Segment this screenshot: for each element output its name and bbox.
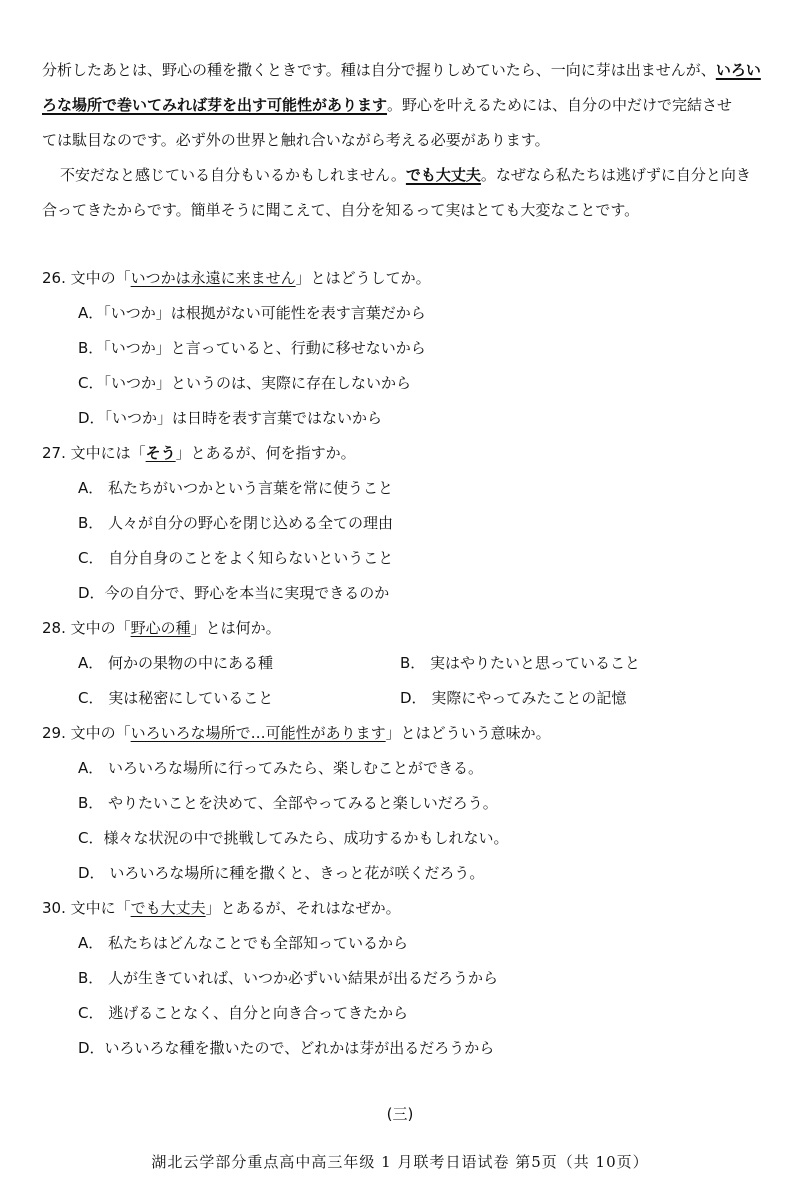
option-26-a: A．「いつか」は根拠がない可能性を表す言葉だから: [78, 304, 426, 322]
question-quote: そう: [145, 444, 176, 462]
option-29-a: A． いろいろな場所に行ってみたら、楽しむことができる。: [78, 759, 484, 777]
option-28-b: B． 実はやりたいと思っていること: [400, 654, 641, 672]
option-30-c: C． 逃げることなく、自分と向き合ってきたから: [78, 1004, 408, 1022]
passage-highlight: いろい: [715, 61, 761, 79]
question-26: 26. 文中の「いつかは永遠に来ません」とはどうしてか。: [42, 269, 431, 287]
passage-text: 分析したあとは、野心の種を撒くときです。種は自分で握りしめていたら、一向に芽は出ませんが、: [42, 61, 716, 79]
section-marker: (三): [386, 1105, 414, 1123]
question-quote: でも大丈夫: [130, 899, 206, 917]
passage-text: ては駄目なのです。必ず外の世界と触れ合いながら考える必要があります。: [42, 131, 550, 149]
passage-text: 。なぜなら私たちは逃げずに自分と向き: [480, 166, 751, 184]
option-28-d: D． 実際にやってみたことの記憶: [400, 689, 627, 707]
option-28-a: A． 何かの果物の中にある種: [78, 654, 274, 672]
option-30-b: B． 人が生きていれば、いつか必ずいい結果が出るだろうから: [78, 969, 499, 987]
passage-line-5: [42, 200, 767, 220]
passage-text: 。野心を叶えるためには、自分の中だけで完結させ: [387, 96, 733, 114]
option-26-d: D．「いつか」は日時を表す言葉ではないから: [78, 409, 383, 427]
passage-highlight: ろな場所で巻いてみれば芽を出す可能性があります: [42, 96, 388, 114]
question-30: 30. 文中に「でも大丈夫」とあるが、それはなぜか。: [42, 899, 401, 917]
page-footer: 湖北云学部分重点高中高三年级 1 月联考日语试卷 第5页（共 10页）: [151, 1153, 649, 1171]
option-28-c: C． 実は秘密にしていること: [78, 689, 274, 707]
passage-line-2: [42, 95, 767, 115]
passage-line-4: [60, 165, 785, 185]
option-30-d: D．いろいろな種を撒いたので、どれかは芽が出るだろうから: [78, 1039, 495, 1057]
option-27-a: A． 私たちがいつかという言葉を常に使うこと: [78, 479, 394, 497]
question-quote: 野心の種: [130, 619, 191, 637]
passage-text: 不安だなと感じている自分もいるかもしれません。: [60, 166, 406, 184]
option-27-b: B． 人々が自分の野心を閉じ込める全ての理由: [78, 514, 394, 532]
passage-line-1: [42, 60, 767, 80]
option-29-b: B． やりたいことを決めて、全部やってみると楽しいだろう。: [78, 794, 498, 812]
option-26-c: C．「いつか」というのは、実際に存在しないから: [78, 374, 411, 392]
question-quote: いろいろな場所で…可能性があります: [130, 724, 386, 742]
question-quote: いつかは永遠に来ません: [130, 269, 296, 287]
passage-text: 合ってきたからです。簡単そうに聞こえて、自分を知るって実はとても大変なことです。: [42, 201, 640, 219]
passage-line-3: [42, 130, 767, 150]
option-29-c: C．様々な状況の中で挑戦してみたら、成功するかもしれない。: [78, 829, 509, 847]
question-27: 27. 文中には「そう」とあるが、何を指すか。: [42, 444, 356, 462]
option-27-d: D．今の自分で、野心を本当に実現できるのか: [78, 584, 390, 602]
option-26-b: B．「いつか」と言っていると、行動に移せないから: [78, 339, 426, 357]
option-29-d: D． いろいろな場所に種を撒くと、きっと花が咲くだろう。: [78, 864, 485, 882]
option-27-c: C． 自分自身のことをよく知らないということ: [78, 549, 394, 567]
question-29: 29. 文中の「いろいろな場所で…可能性があります」とはどういう意味か。: [42, 724, 551, 742]
passage-highlight: でも大丈夫: [405, 166, 481, 184]
option-30-a: A． 私たちはどんなことでも全部知っているから: [78, 934, 409, 952]
question-28: 28. 文中の「野心の種」とは何か。: [42, 619, 281, 637]
